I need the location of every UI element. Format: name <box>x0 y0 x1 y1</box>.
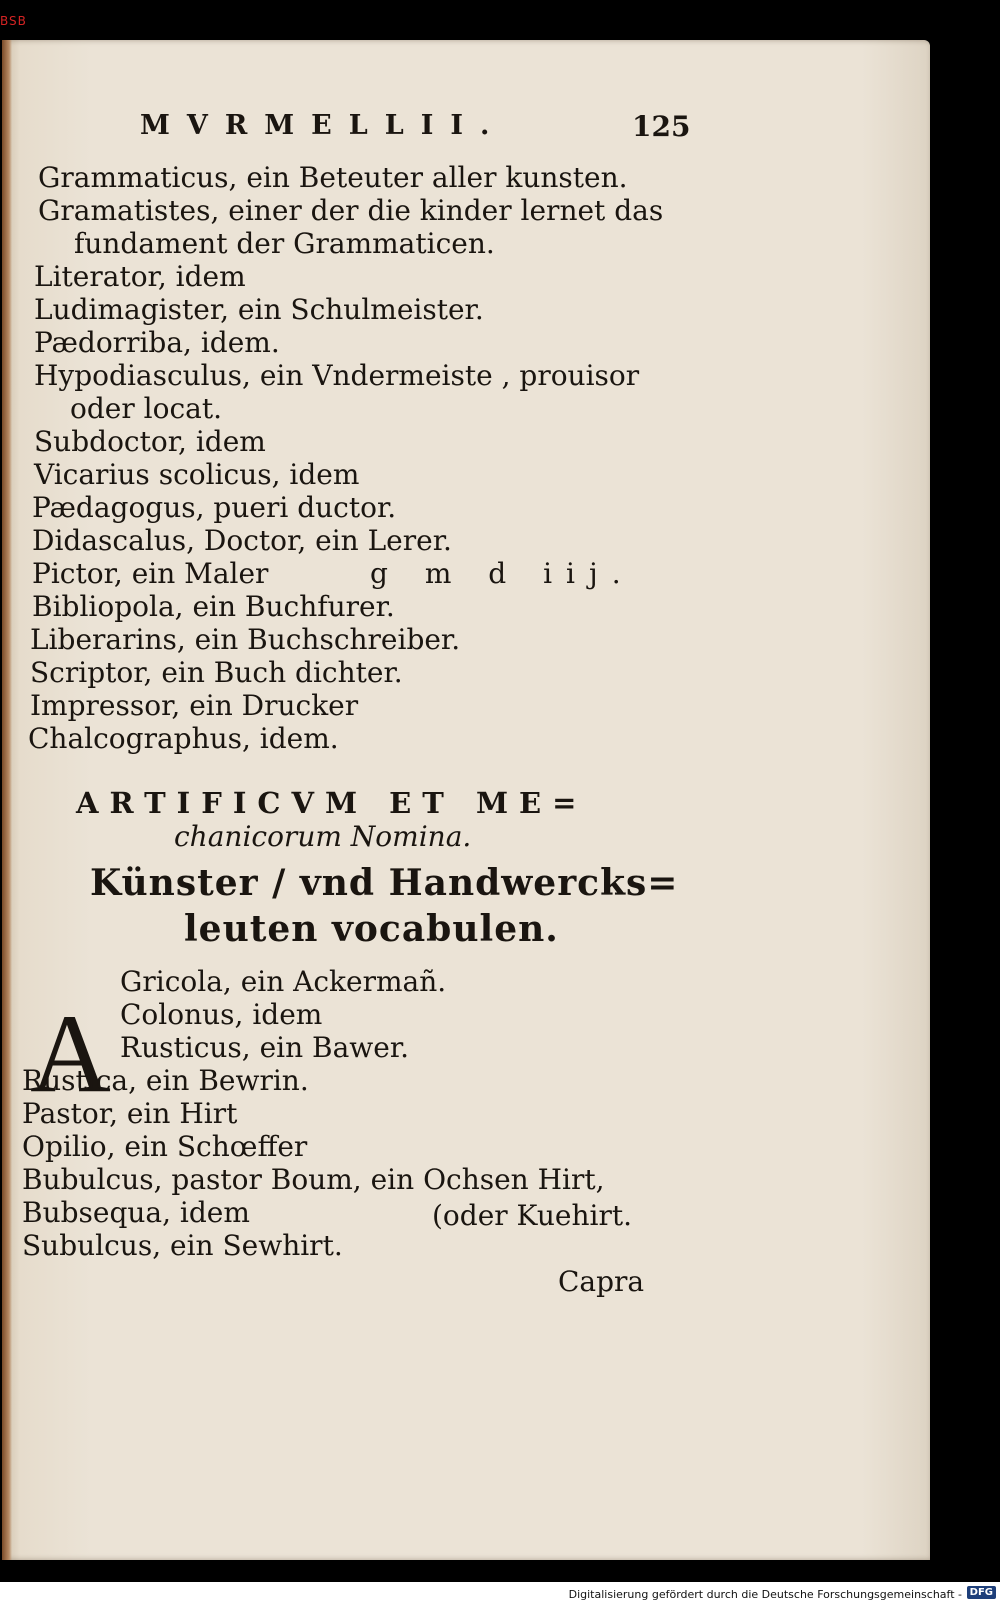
digitization-footer <box>0 1582 1000 1606</box>
catchword: Capra <box>558 1265 645 1298</box>
entry-line: Impressor, ein Drucker <box>30 689 359 722</box>
entry-line: Subdoctor, idem <box>34 425 266 458</box>
entry-line: Gricola, ein Ackermañ. <box>120 965 447 998</box>
entry-line: Pædorriba, idem. <box>34 326 280 359</box>
section-heading-continued: chanicorum Nomina. <box>174 820 472 853</box>
entry-line: Colonus, idem <box>120 998 323 1031</box>
book-page <box>2 40 930 1560</box>
dfg-logo: DFG <box>967 1586 996 1599</box>
entry-continuation: (oder Kuehirt. <box>432 1199 632 1232</box>
drop-cap-initial: A <box>30 992 111 1116</box>
entry-line: Bibliopola, ein Buchfurer. <box>32 590 395 623</box>
entry-line: Opilio, ein Schœffer <box>22 1130 308 1163</box>
footer-credit: Digitalisierung gefördert durch die Deutsche Forschungsgemeinschaft - <box>568 1588 962 1601</box>
entry-line: Pastor, ein Hirt <box>22 1097 238 1130</box>
entry-line: Pædagogus, pueri ductor. <box>32 491 397 524</box>
entry-line: oder locat. <box>70 392 222 425</box>
entry-line: Didascalus, Doctor, ein Lerer. <box>32 524 452 557</box>
entry-line: Ludimagister, ein Schulmeister. <box>34 293 484 326</box>
entry-line: Vicarius scolicus, idem <box>34 458 360 491</box>
running-head: MVRMELLII. <box>140 110 507 141</box>
entry-line: Subulcus, ein Sewhirt. <box>22 1229 343 1262</box>
section-heading: ARTIFICVM ET ME= <box>76 786 588 820</box>
entry-line: Gramatistes, einer der die kinder lernet das <box>38 194 664 227</box>
page-number: 125 <box>632 110 691 143</box>
signature-mark: g m d iij. <box>370 557 635 590</box>
german-heading-line-1: Künster / vnd Handwercks= <box>90 862 679 904</box>
entry-line: Literator, idem <box>34 260 246 293</box>
entry-line: Pictor, ein Maler <box>32 557 269 590</box>
entry-line: Hypodiasculus, ein Vndermeiste , prouisor <box>34 359 640 392</box>
entry-line: Chalcographus, idem. <box>28 722 339 755</box>
entry-line: fundament der Grammaticen. <box>74 227 495 260</box>
bsb-corner-mark: BSB <box>0 14 27 28</box>
entry-line: Rusticus, ein Bawer. <box>120 1031 410 1064</box>
entry-line: Bubulcus, pastor Boum, ein Ochsen Hirt, <box>22 1163 605 1196</box>
entry-line: Grammaticus, ein Beteuter aller kunsten. <box>38 161 628 194</box>
entry-line: Rustica, ein Bewrin. <box>22 1064 309 1097</box>
page-text <box>2 40 930 1560</box>
entry-line: Bubsequa, idem <box>22 1196 250 1229</box>
entry-line: Scriptor, ein Buch dichter. <box>30 656 403 689</box>
german-heading-line-2: leuten vocabulen. <box>184 908 559 950</box>
entry-line: Liberarins, ein Buchschreiber. <box>30 623 461 656</box>
